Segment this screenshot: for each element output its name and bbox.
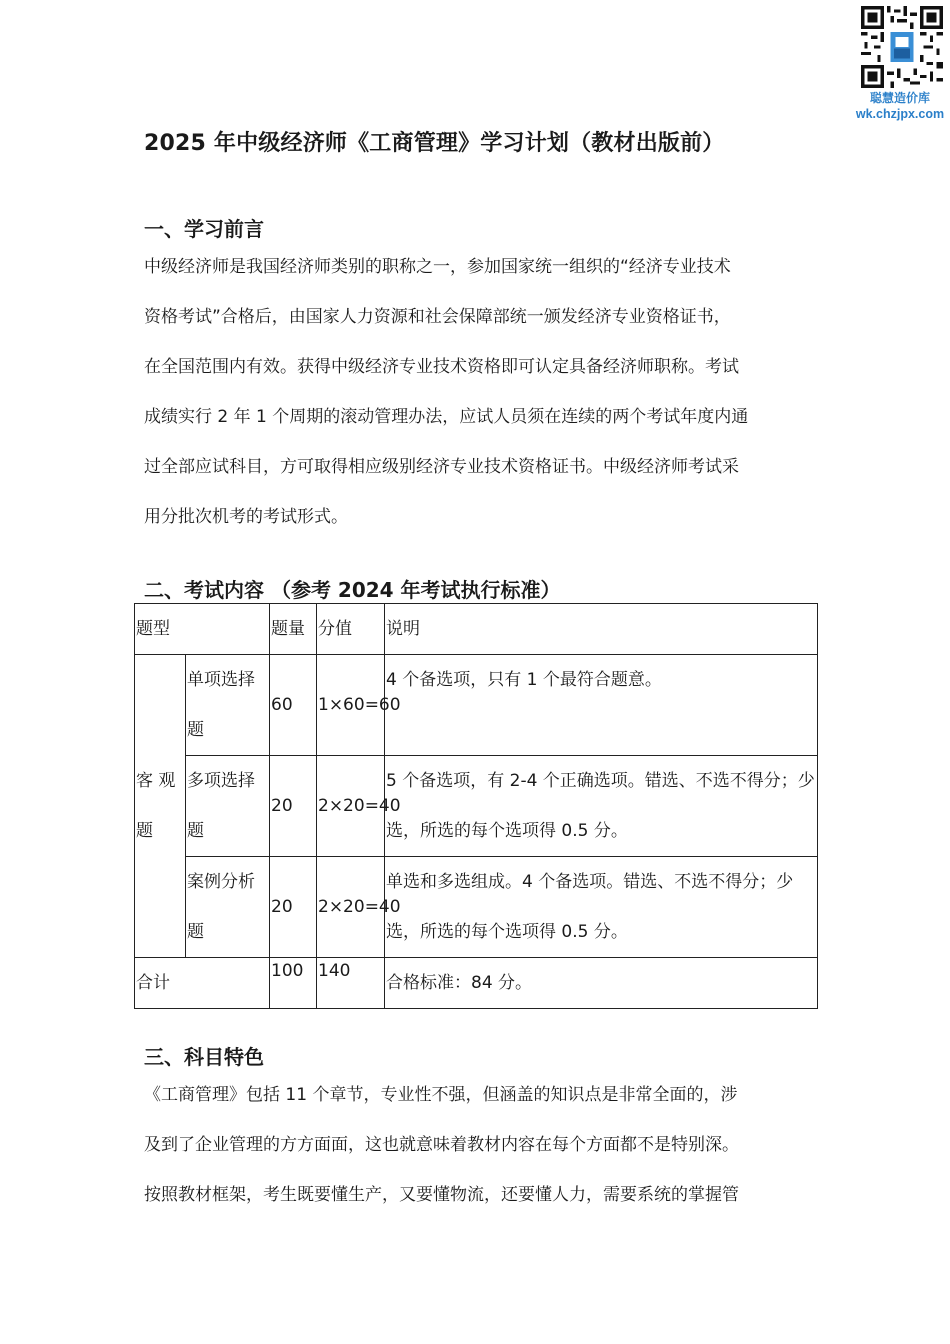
cell-type: 案例分析题: [186, 857, 270, 958]
table-row: [135, 655, 818, 756]
paragraph-line: 在全国范围内有效。获得中级经济专业技术资格即可认定具备经济师职称。考试: [144, 357, 739, 377]
paragraph-line: 资格考试”合格后，由国家人力资源和社会保障部统一颁发经济专业资格证书，: [144, 307, 731, 327]
header-score: 分值: [317, 604, 385, 655]
intro-paragraph: [144, 242, 814, 542]
paragraph-line: 中级经济师是我国经济师类别的职称之一，参加国家统一组织的“经济专业技术: [144, 257, 731, 277]
header-count: 题量: [270, 604, 317, 655]
cell-type: 单项选择题: [186, 655, 270, 756]
cell-score: 2×20=40: [317, 756, 385, 857]
paragraph-line: 过全部应试科目，方可取得相应级别经济专业技术资格证书。中级经济师考试采: [144, 457, 739, 477]
section-heading-intro: 一、学习前言: [144, 217, 264, 241]
table-header-row: [135, 604, 818, 655]
section-heading-features: 三、科目特色: [144, 1045, 264, 1069]
cell-count: 20: [270, 756, 317, 857]
paragraph-line: 按照教材框架，考生既要懂生产，又要懂物流，还要懂人力，需要系统的掌握管: [144, 1185, 739, 1205]
cell-desc: 5 个备选项，有 2-4 个正确选项。错选、不选不得分；少选，所选的每个选项得 0.5 分。: [385, 756, 818, 857]
exam-table: [134, 603, 818, 1009]
brand-name: 聪慧造价库: [869, 91, 930, 105]
cell-desc: 单选和多选组成。4 个备选项。错选、不选不得分；少选，所选的每个选项得 0.5 分。: [385, 857, 818, 958]
qr-code-icon: [861, 6, 943, 88]
total-desc: 合格标准：84 分。: [385, 958, 818, 1009]
features-paragraph: [144, 1070, 814, 1220]
cell-count: 20: [270, 857, 317, 958]
cell-desc: 4 个备选项，只有 1 个最符合题意。: [385, 655, 818, 756]
total-score: 140: [317, 958, 385, 1009]
cell-score: 1×60=60: [317, 655, 385, 756]
cell-type: 多项选择题: [186, 756, 270, 857]
total-count: 100: [270, 958, 317, 1009]
cell-score: 2×20=40: [317, 857, 385, 958]
paragraph-line: 《工商管理》包括 11 个章节，专业性不强，但涵盖的知识点是非常全面的，涉: [144, 1085, 738, 1105]
page-title: 2025 年中级经济师《工商管理》学习计划（教材出版前）: [144, 131, 725, 156]
paragraph-line: 及到了企业管理的方方面面，这也就意味着教材内容在每个方面都不是特别深。: [144, 1135, 739, 1155]
brand-url: wk.chzjpx.com: [855, 107, 945, 121]
table-total-row: [135, 958, 818, 1009]
cell-count: 60: [270, 655, 317, 756]
table-row: [135, 857, 818, 958]
total-label: 合计: [135, 958, 270, 1009]
group-label: 客 观题: [135, 655, 186, 958]
header-desc: 说明: [385, 604, 818, 655]
paragraph-line: 成绩实行 2 年 1 个周期的滚动管理办法，应试人员须在连续的两个考试年度内通: [144, 407, 749, 427]
table-row: [135, 756, 818, 857]
section-heading-exam: 二、考试内容 （参考 2024 年考试执行标准）: [144, 578, 561, 602]
header-type: 题型: [135, 604, 270, 655]
paragraph-line: 用分批次机考的考试形式。: [144, 507, 348, 527]
